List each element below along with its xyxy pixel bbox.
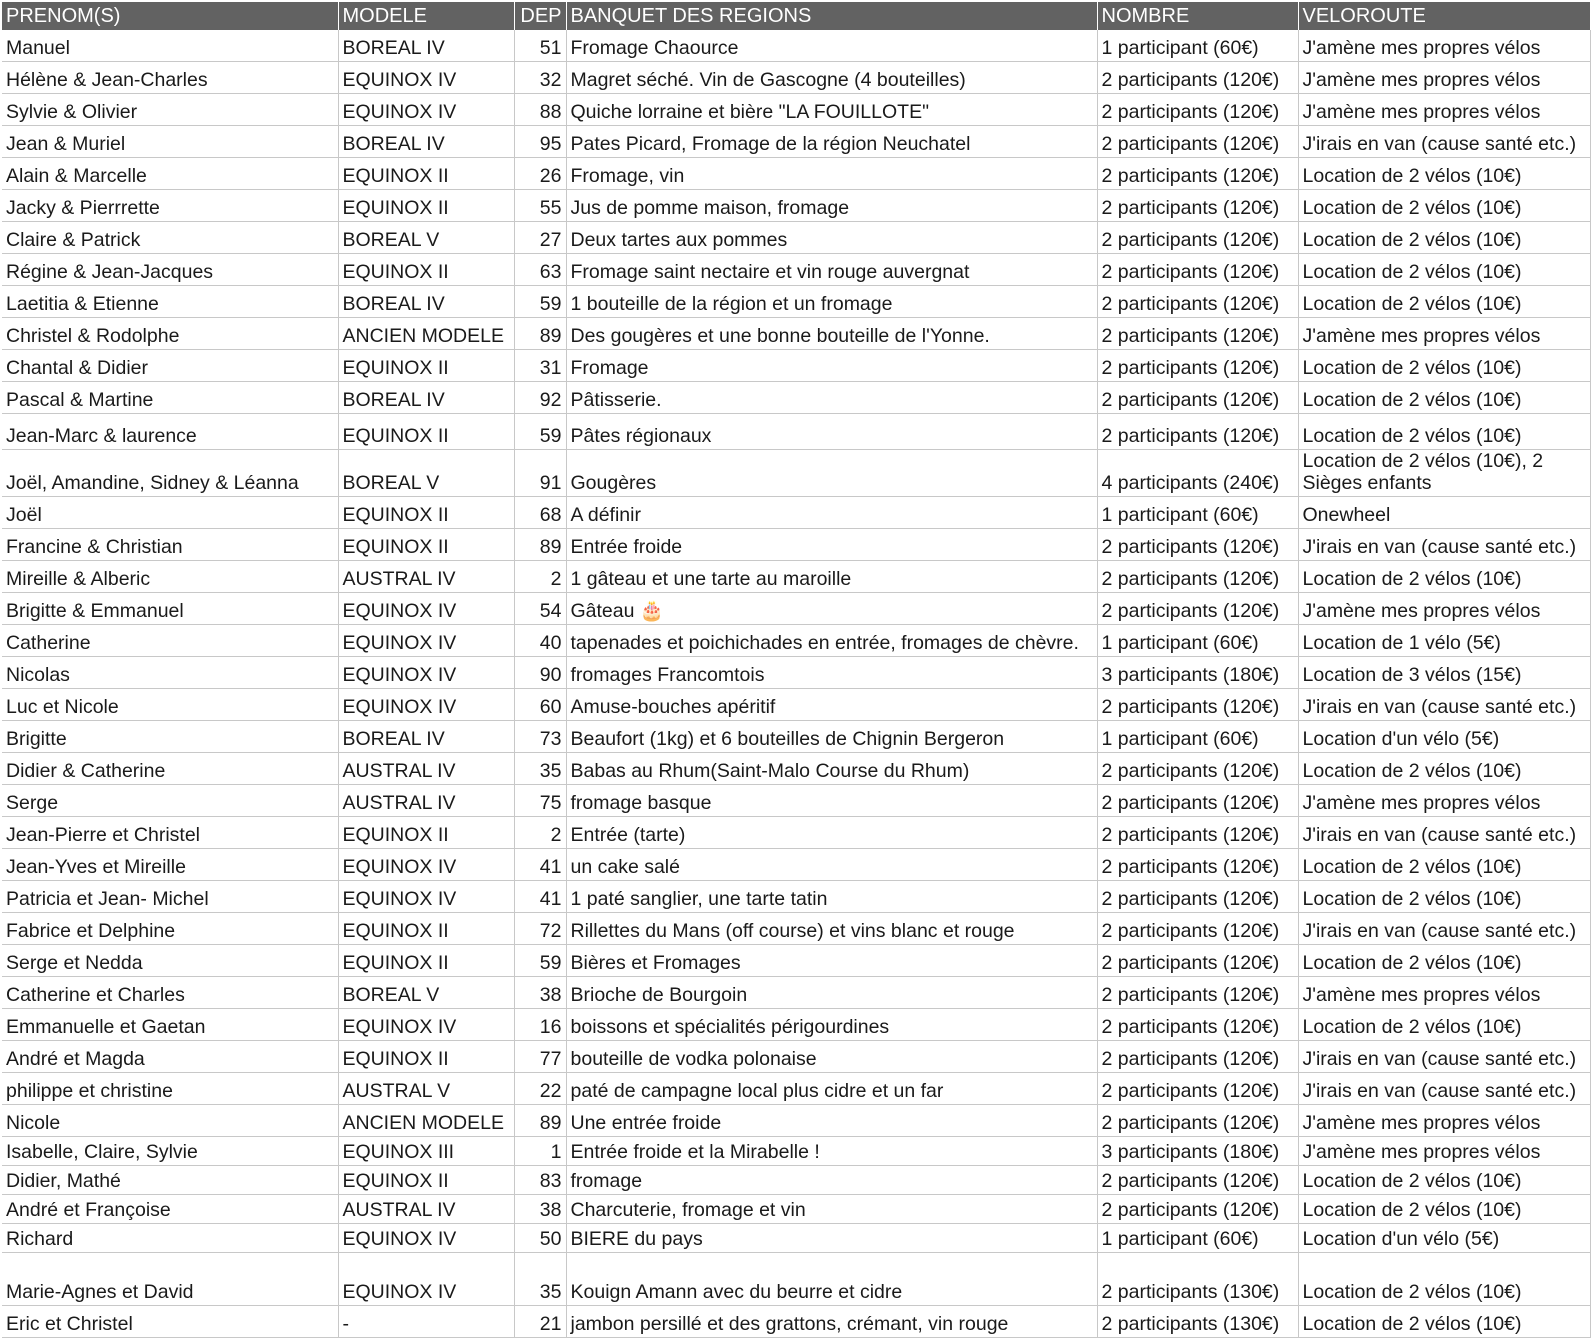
table-row[interactable]: [2, 785, 1590, 817]
cell-dep[interactable]: 38: [514, 1195, 566, 1224]
cell-veloroute[interactable]: J'irais en van (cause santé etc.): [1298, 529, 1590, 561]
table-row[interactable]: [2, 286, 1590, 318]
cell-prenom[interactable]: Joël: [2, 497, 338, 529]
cell-dep[interactable]: 54: [514, 593, 566, 625]
cell-banquet[interactable]: Charcuterie, fromage et vin: [566, 1195, 1097, 1224]
cell-modele[interactable]: EQUINOX III: [338, 1137, 514, 1166]
cell-banquet[interactable]: Une entrée froide: [566, 1105, 1097, 1137]
cell-dep[interactable]: 77: [514, 1041, 566, 1073]
table-row[interactable]: [2, 158, 1590, 190]
cell-prenom[interactable]: philippe et christine: [2, 1073, 338, 1105]
cell-nombre[interactable]: 2 participants (120€): [1097, 881, 1298, 913]
cell-veloroute[interactable]: J'irais en van (cause santé etc.): [1298, 817, 1590, 849]
cell-banquet[interactable]: Fromage Chaource: [566, 30, 1097, 62]
cell-veloroute[interactable]: J'irais en van (cause santé etc.): [1298, 1073, 1590, 1105]
cell-modele[interactable]: EQUINOX IV: [338, 593, 514, 625]
cell-modele[interactable]: EQUINOX IV: [338, 94, 514, 126]
cell-prenom[interactable]: Pascal & Martine: [2, 382, 338, 414]
cell-prenom[interactable]: Francine & Christian: [2, 529, 338, 561]
cell-veloroute[interactable]: J'amène mes propres vélos: [1298, 318, 1590, 350]
cell-dep[interactable]: 32: [514, 62, 566, 94]
table-row[interactable]: [2, 318, 1590, 350]
cell-prenom[interactable]: Mireille & Alberic: [2, 561, 338, 593]
cell-prenom[interactable]: Jean-Marc & laurence: [2, 414, 338, 450]
cell-modele[interactable]: BOREAL IV: [338, 382, 514, 414]
cell-nombre[interactable]: 2 participants (120€): [1097, 1041, 1298, 1073]
table-row[interactable]: [2, 881, 1590, 913]
cell-banquet[interactable]: Pâtisserie.: [566, 382, 1097, 414]
cell-veloroute[interactable]: Location de 2 vélos (10€): [1298, 1306, 1590, 1338]
cell-nombre[interactable]: 2 participants (120€): [1097, 849, 1298, 881]
cell-nombre[interactable]: 1 participant (60€): [1097, 30, 1298, 62]
cell-nombre[interactable]: 2 participants (120€): [1097, 753, 1298, 785]
cell-nombre[interactable]: 2 participants (120€): [1097, 785, 1298, 817]
cell-dep[interactable]: 89: [514, 318, 566, 350]
cell-banquet[interactable]: Entrée (tarte): [566, 817, 1097, 849]
cell-banquet[interactable]: Gâteau 🎂: [566, 593, 1097, 625]
cell-banquet[interactable]: Magret séché. Vin de Gascogne (4 bouteilles): [566, 62, 1097, 94]
cell-nombre[interactable]: 2 participants (120€): [1097, 382, 1298, 414]
cell-prenom[interactable]: Nicole: [2, 1105, 338, 1137]
cell-prenom[interactable]: Hélène & Jean-Charles: [2, 62, 338, 94]
cell-veloroute[interactable]: Location d'un vélo (5€): [1298, 721, 1590, 753]
cell-dep[interactable]: 72: [514, 913, 566, 945]
cell-banquet[interactable]: jambon persillé et des grattons, crémant, vin rouge: [566, 1306, 1097, 1338]
cell-modele[interactable]: BOREAL IV: [338, 286, 514, 318]
table-row[interactable]: [2, 414, 1590, 450]
cell-nombre[interactable]: 2 participants (120€): [1097, 350, 1298, 382]
cell-modele[interactable]: EQUINOX IV: [338, 1224, 514, 1253]
cell-prenom[interactable]: Didier & Catherine: [2, 753, 338, 785]
cell-veloroute[interactable]: J'amène mes propres vélos: [1298, 94, 1590, 126]
table-row[interactable]: [2, 913, 1590, 945]
cell-veloroute[interactable]: Location de 2 vélos (10€): [1298, 849, 1590, 881]
cell-nombre[interactable]: 1 participant (60€): [1097, 1224, 1298, 1253]
cell-banquet[interactable]: Rillettes du Mans (off course) et vins blanc et rouge: [566, 913, 1097, 945]
cell-dep[interactable]: 89: [514, 1105, 566, 1137]
cell-veloroute[interactable]: Location de 2 vélos (10€): [1298, 945, 1590, 977]
cell-nombre[interactable]: 2 participants (120€): [1097, 689, 1298, 721]
cell-nombre[interactable]: 2 participants (120€): [1097, 94, 1298, 126]
cell-dep[interactable]: 83: [514, 1166, 566, 1195]
cell-modele[interactable]: EQUINOX IV: [338, 1253, 514, 1306]
cell-nombre[interactable]: 2 participants (120€): [1097, 318, 1298, 350]
table-body: [2, 30, 1590, 1338]
cell-veloroute[interactable]: Location de 2 vélos (10€): [1298, 158, 1590, 190]
cell-modele[interactable]: BOREAL IV: [338, 30, 514, 62]
cell-dep[interactable]: 89: [514, 529, 566, 561]
cell-nombre[interactable]: 2 participants (120€): [1097, 190, 1298, 222]
cell-prenom[interactable]: Claire & Patrick: [2, 222, 338, 254]
cell-banquet[interactable]: Pâtes régionaux: [566, 414, 1097, 450]
cell-veloroute[interactable]: Location de 2 vélos (10€): [1298, 286, 1590, 318]
table-row[interactable]: [2, 657, 1590, 689]
table-row[interactable]: [2, 945, 1590, 977]
cell-banquet[interactable]: Pates Picard, Fromage de la région Neuchatel: [566, 126, 1097, 158]
cell-prenom[interactable]: Emmanuelle et Gaetan: [2, 1009, 338, 1041]
cell-nombre[interactable]: 2 participants (120€): [1097, 126, 1298, 158]
cell-nombre[interactable]: 2 participants (130€): [1097, 1306, 1298, 1338]
cell-prenom[interactable]: Jean & Muriel: [2, 126, 338, 158]
cell-prenom[interactable]: Patricia et Jean- Michel: [2, 881, 338, 913]
cell-banquet[interactable]: paté de campagne local plus cidre et un far: [566, 1073, 1097, 1105]
cell-prenom[interactable]: Chantal & Didier: [2, 350, 338, 382]
table-row[interactable]: [2, 94, 1590, 126]
cell-veloroute[interactable]: J'irais en van (cause santé etc.): [1298, 126, 1590, 158]
cell-prenom[interactable]: André et Françoise: [2, 1195, 338, 1224]
participants-table: [2, 2, 1591, 1338]
cell-nombre[interactable]: 1 participant (60€): [1097, 721, 1298, 753]
cell-banquet[interactable]: 1 bouteille de la région et un fromage: [566, 286, 1097, 318]
cell-nombre[interactable]: 2 participants (120€): [1097, 593, 1298, 625]
cell-prenom[interactable]: Fabrice et Delphine: [2, 913, 338, 945]
cell-veloroute[interactable]: J'irais en van (cause santé etc.): [1298, 913, 1590, 945]
header-dep[interactable]: DEP: [514, 2, 566, 30]
cell-modele[interactable]: EQUINOX IV: [338, 625, 514, 657]
cell-nombre[interactable]: 2 participants (120€): [1097, 1195, 1298, 1224]
cell-modele[interactable]: ANCIEN MODELE: [338, 318, 514, 350]
cell-dep[interactable]: 95: [514, 126, 566, 158]
cell-veloroute[interactable]: Location de 2 vélos (10€): [1298, 382, 1590, 414]
table-header: [2, 2, 1590, 30]
cell-veloroute[interactable]: Location de 2 vélos (10€): [1298, 190, 1590, 222]
table-row[interactable]: [2, 190, 1590, 222]
cell-prenom[interactable]: Joël, Amandine, Sidney & Léanna: [2, 450, 338, 497]
cell-prenom[interactable]: Régine & Jean-Jacques: [2, 254, 338, 286]
cell-nombre[interactable]: 2 participants (120€): [1097, 817, 1298, 849]
cell-nombre[interactable]: 4 participants (240€): [1097, 450, 1298, 497]
cell-dep[interactable]: 27: [514, 222, 566, 254]
cell-dep[interactable]: 21: [514, 1306, 566, 1338]
cell-veloroute[interactable]: Location de 2 vélos (10€): [1298, 1195, 1590, 1224]
cell-banquet[interactable]: Fromage: [566, 350, 1097, 382]
table-row[interactable]: [2, 817, 1590, 849]
cell-banquet[interactable]: 1 paté sanglier, une tarte tatin: [566, 881, 1097, 913]
cell-dep[interactable]: 35: [514, 753, 566, 785]
table-row[interactable]: [2, 497, 1590, 529]
table-row[interactable]: [2, 1073, 1590, 1105]
cell-veloroute[interactable]: J'amène mes propres vélos: [1298, 62, 1590, 94]
cell-veloroute[interactable]: J'amène mes propres vélos: [1298, 30, 1590, 62]
cell-dep[interactable]: 63: [514, 254, 566, 286]
table-row[interactable]: [2, 977, 1590, 1009]
table-row[interactable]: [2, 254, 1590, 286]
cell-veloroute[interactable]: J'amène mes propres vélos: [1298, 977, 1590, 1009]
cell-dep[interactable]: 59: [514, 286, 566, 318]
header-nombre[interactable]: NOMBRE: [1097, 2, 1298, 30]
cell-dep[interactable]: 16: [514, 1009, 566, 1041]
table-row[interactable]: [2, 753, 1590, 785]
cell-modele[interactable]: EQUINOX IV: [338, 849, 514, 881]
cell-modele[interactable]: EQUINOX II: [338, 497, 514, 529]
cell-nombre[interactable]: 3 participants (180€): [1097, 1137, 1298, 1166]
cell-veloroute[interactable]: Location de 3 vélos (15€): [1298, 657, 1590, 689]
cell-prenom[interactable]: Didier, Mathé: [2, 1166, 338, 1195]
cell-veloroute[interactable]: Location de 2 vélos (10€): [1298, 753, 1590, 785]
table-row[interactable]: [2, 1306, 1590, 1338]
cell-prenom[interactable]: Eric et Christel: [2, 1306, 338, 1338]
cell-prenom[interactable]: Sylvie & Olivier: [2, 94, 338, 126]
cell-modele[interactable]: EQUINOX IV: [338, 881, 514, 913]
cell-nombre[interactable]: 2 participants (120€): [1097, 561, 1298, 593]
cell-dep[interactable]: 59: [514, 414, 566, 450]
cell-modele[interactable]: EQUINOX II: [338, 254, 514, 286]
cell-modele[interactable]: AUSTRAL IV: [338, 561, 514, 593]
cell-nombre[interactable]: 2 participants (120€): [1097, 414, 1298, 450]
cell-prenom[interactable]: Isabelle, Claire, Sylvie: [2, 1137, 338, 1166]
cell-prenom[interactable]: Laetitia & Etienne: [2, 286, 338, 318]
cell-modele[interactable]: AUSTRAL V: [338, 1073, 514, 1105]
cell-veloroute[interactable]: J'amène mes propres vélos: [1298, 785, 1590, 817]
cell-nombre[interactable]: 2 participants (120€): [1097, 222, 1298, 254]
cell-banquet[interactable]: BIERE du pays: [566, 1224, 1097, 1253]
cell-modele[interactable]: -: [338, 1306, 514, 1338]
cell-banquet[interactable]: un cake salé: [566, 849, 1097, 881]
cell-banquet[interactable]: Entrée froide et la Mirabelle !: [566, 1137, 1097, 1166]
cell-modele[interactable]: AUSTRAL IV: [338, 785, 514, 817]
table-row[interactable]: [2, 30, 1590, 62]
header-banquet[interactable]: BANQUET DES REGIONS: [566, 2, 1097, 30]
table-row[interactable]: [2, 1166, 1590, 1195]
cell-banquet[interactable]: Entrée froide: [566, 529, 1097, 561]
cell-veloroute[interactable]: Location de 2 vélos (10€): [1298, 254, 1590, 286]
cell-banquet[interactable]: Brioche de Bourgoin: [566, 977, 1097, 1009]
cell-veloroute[interactable]: Location de 2 vélos (10€): [1298, 350, 1590, 382]
cell-dep[interactable]: 31: [514, 350, 566, 382]
cell-veloroute[interactable]: J'amène mes propres vélos: [1298, 1137, 1590, 1166]
cell-banquet[interactable]: Amuse-bouches apéritif: [566, 689, 1097, 721]
table-row[interactable]: [2, 529, 1590, 561]
cell-nombre[interactable]: 2 participants (120€): [1097, 286, 1298, 318]
cell-nombre[interactable]: 2 participants (130€): [1097, 1253, 1298, 1306]
cell-veloroute[interactable]: Location d'un vélo (5€): [1298, 1224, 1590, 1253]
cell-modele[interactable]: EQUINOX IV: [338, 62, 514, 94]
cell-banquet[interactable]: tapenades et poichichades en entrée, fromages de chèvre.: [566, 625, 1097, 657]
cell-modele[interactable]: BOREAL IV: [338, 126, 514, 158]
table-row[interactable]: [2, 1041, 1590, 1073]
cell-nombre[interactable]: 2 participants (120€): [1097, 1166, 1298, 1195]
table-row[interactable]: [2, 689, 1590, 721]
cell-prenom[interactable]: Jean-Yves et Mireille: [2, 849, 338, 881]
table-row[interactable]: [2, 382, 1590, 414]
cell-banquet[interactable]: Bières et Fromages: [566, 945, 1097, 977]
cell-nombre[interactable]: 2 participants (120€): [1097, 1009, 1298, 1041]
header-modele[interactable]: MODELE: [338, 2, 514, 30]
cell-modele[interactable]: EQUINOX II: [338, 1166, 514, 1195]
cell-nombre[interactable]: 2 participants (120€): [1097, 1073, 1298, 1105]
table-row[interactable]: [2, 222, 1590, 254]
header-veloroute[interactable]: VELOROUTE: [1298, 2, 1590, 30]
cell-veloroute[interactable]: Onewheel: [1298, 497, 1590, 529]
table-row[interactable]: [2, 1253, 1590, 1306]
cell-prenom[interactable]: Jacky & Pierrrette: [2, 190, 338, 222]
cell-dep[interactable]: 68: [514, 497, 566, 529]
cell-modele[interactable]: BOREAL V: [338, 450, 514, 497]
cell-nombre[interactable]: 2 participants (120€): [1097, 529, 1298, 561]
cell-veloroute[interactable]: J'amène mes propres vélos: [1298, 1105, 1590, 1137]
cell-prenom[interactable]: Christel & Rodolphe: [2, 318, 338, 350]
cell-prenom[interactable]: Brigitte: [2, 721, 338, 753]
cell-prenom[interactable]: Catherine et Charles: [2, 977, 338, 1009]
cell-nombre[interactable]: 2 participants (120€): [1097, 62, 1298, 94]
table-row[interactable]: [2, 450, 1590, 497]
cell-nombre[interactable]: 1 participant (60€): [1097, 497, 1298, 529]
cell-modele[interactable]: EQUINOX IV: [338, 657, 514, 689]
cell-veloroute[interactable]: J'irais en van (cause santé etc.): [1298, 689, 1590, 721]
cell-nombre[interactable]: 2 participants (120€): [1097, 158, 1298, 190]
cell-prenom[interactable]: André et Magda: [2, 1041, 338, 1073]
header-prenom[interactable]: PRENOM(S): [2, 2, 338, 30]
cell-prenom[interactable]: Marie-Agnes et David: [2, 1253, 338, 1306]
cell-prenom[interactable]: Brigitte & Emmanuel: [2, 593, 338, 625]
cell-dep[interactable]: 51: [514, 30, 566, 62]
cell-dep[interactable]: 41: [514, 881, 566, 913]
cell-nombre[interactable]: 1 participant (60€): [1097, 625, 1298, 657]
table-row[interactable]: [2, 561, 1590, 593]
cell-veloroute[interactable]: Location de 1 vélo (5€): [1298, 625, 1590, 657]
cell-modele[interactable]: BOREAL IV: [338, 721, 514, 753]
cell-prenom[interactable]: Luc et Nicole: [2, 689, 338, 721]
cell-dep[interactable]: 75: [514, 785, 566, 817]
cell-modele[interactable]: EQUINOX II: [338, 350, 514, 382]
cell-veloroute[interactable]: Location de 2 vélos (10€): [1298, 561, 1590, 593]
cell-dep[interactable]: 90: [514, 657, 566, 689]
cell-nombre[interactable]: 2 participants (120€): [1097, 254, 1298, 286]
table-row[interactable]: [2, 62, 1590, 94]
cell-banquet[interactable]: fromage: [566, 1166, 1097, 1195]
cell-prenom[interactable]: Serge: [2, 785, 338, 817]
cell-banquet[interactable]: Gougères: [566, 450, 1097, 497]
cell-modele[interactable]: EQUINOX IV: [338, 689, 514, 721]
cell-prenom[interactable]: Manuel: [2, 30, 338, 62]
cell-banquet[interactable]: Des gougères et une bonne bouteille de l'Yonne.: [566, 318, 1097, 350]
cell-banquet[interactable]: Quiche lorraine et bière "LA FOUILLOTE": [566, 94, 1097, 126]
cell-banquet[interactable]: Jus de pomme maison, fromage: [566, 190, 1097, 222]
cell-veloroute[interactable]: Location de 2 vélos (10€): [1298, 222, 1590, 254]
cell-dep[interactable]: 41: [514, 849, 566, 881]
cell-modele[interactable]: EQUINOX II: [338, 1041, 514, 1073]
table-row[interactable]: [2, 849, 1590, 881]
cell-modele[interactable]: EQUINOX II: [338, 414, 514, 450]
cell-veloroute[interactable]: Location de 2 vélos (10€): [1298, 1166, 1590, 1195]
cell-dep[interactable]: 22: [514, 1073, 566, 1105]
cell-modele[interactable]: EQUINOX II: [338, 913, 514, 945]
cell-dep[interactable]: 1: [514, 1137, 566, 1166]
cell-banquet[interactable]: fromage basque: [566, 785, 1097, 817]
table-row[interactable]: [2, 625, 1590, 657]
cell-dep[interactable]: 50: [514, 1224, 566, 1253]
table-row[interactable]: [2, 721, 1590, 753]
cell-modele[interactable]: AUSTRAL IV: [338, 1195, 514, 1224]
cell-nombre[interactable]: 2 participants (120€): [1097, 945, 1298, 977]
cell-veloroute[interactable]: J'irais en van (cause santé etc.): [1298, 1041, 1590, 1073]
cell-nombre[interactable]: 2 participants (120€): [1097, 1105, 1298, 1137]
table-row[interactable]: [2, 593, 1590, 625]
cell-dep[interactable]: 60: [514, 689, 566, 721]
cell-veloroute[interactable]: Location de 2 vélos (10€): [1298, 881, 1590, 913]
cell-nombre[interactable]: 2 participants (120€): [1097, 913, 1298, 945]
table-row[interactable]: [2, 126, 1590, 158]
cell-banquet[interactable]: fromages Francomtois: [566, 657, 1097, 689]
cell-dep[interactable]: 88: [514, 94, 566, 126]
table-row[interactable]: [2, 350, 1590, 382]
cell-prenom[interactable]: Richard: [2, 1224, 338, 1253]
cell-dep[interactable]: 55: [514, 190, 566, 222]
cell-banquet[interactable]: boissons et spécialités périgourdines: [566, 1009, 1097, 1041]
cell-banquet[interactable]: Beaufort (1kg) et 6 bouteilles de Chignin Bergeron: [566, 721, 1097, 753]
cell-veloroute[interactable]: Location de 2 vélos (10€): [1298, 1253, 1590, 1306]
cell-dep[interactable]: 59: [514, 945, 566, 977]
cell-dep[interactable]: 38: [514, 977, 566, 1009]
cell-banquet[interactable]: Fromage saint nectaire et vin rouge auvergnat: [566, 254, 1097, 286]
cell-prenom[interactable]: Alain & Marcelle: [2, 158, 338, 190]
cell-dep[interactable]: 73: [514, 721, 566, 753]
cell-dep[interactable]: 91: [514, 450, 566, 497]
cell-nombre[interactable]: 3 participants (180€): [1097, 657, 1298, 689]
cell-modele[interactable]: EQUINOX II: [338, 190, 514, 222]
table-row[interactable]: [2, 1009, 1590, 1041]
cell-banquet[interactable]: Fromage, vin: [566, 158, 1097, 190]
cell-prenom[interactable]: Nicolas: [2, 657, 338, 689]
cell-banquet[interactable]: A définir: [566, 497, 1097, 529]
cell-modele[interactable]: EQUINOX IV: [338, 1009, 514, 1041]
cell-modele[interactable]: EQUINOX II: [338, 817, 514, 849]
cell-banquet[interactable]: Kouign Amann avec du beurre et cidre: [566, 1253, 1097, 1306]
cell-modele[interactable]: EQUINOX II: [338, 158, 514, 190]
table-row[interactable]: [2, 1137, 1590, 1166]
cell-modele[interactable]: EQUINOX II: [338, 945, 514, 977]
cell-dep[interactable]: 2: [514, 561, 566, 593]
cell-dep[interactable]: 2: [514, 817, 566, 849]
cell-modele[interactable]: BOREAL V: [338, 977, 514, 1009]
cell-prenom[interactable]: Serge et Nedda: [2, 945, 338, 977]
cell-modele[interactable]: BOREAL V: [338, 222, 514, 254]
cell-dep[interactable]: 92: [514, 382, 566, 414]
cell-nombre[interactable]: 2 participants (120€): [1097, 977, 1298, 1009]
cell-veloroute[interactable]: Location de 2 vélos (10€), 2 Sièges enfants: [1298, 450, 1590, 497]
cell-dep[interactable]: 35: [514, 1253, 566, 1306]
cell-prenom[interactable]: Jean-Pierre et Christel: [2, 817, 338, 849]
cell-banquet[interactable]: Deux tartes aux pommes: [566, 222, 1097, 254]
cell-veloroute[interactable]: Location de 2 vélos (10€): [1298, 1009, 1590, 1041]
header-row: [2, 2, 1590, 30]
cell-banquet[interactable]: Babas au Rhum(Saint-Malo Course du Rhum): [566, 753, 1097, 785]
cell-dep[interactable]: 26: [514, 158, 566, 190]
cell-banquet[interactable]: 1 gâteau et une tarte au maroille: [566, 561, 1097, 593]
table-row[interactable]: [2, 1195, 1590, 1224]
cell-modele[interactable]: ANCIEN MODELE: [338, 1105, 514, 1137]
cell-modele[interactable]: AUSTRAL IV: [338, 753, 514, 785]
table-row[interactable]: [2, 1224, 1590, 1253]
cell-veloroute[interactable]: Location de 2 vélos (10€): [1298, 414, 1590, 450]
cell-dep[interactable]: 40: [514, 625, 566, 657]
cell-prenom[interactable]: Catherine: [2, 625, 338, 657]
cell-modele[interactable]: EQUINOX II: [338, 529, 514, 561]
table-row[interactable]: [2, 1105, 1590, 1137]
cell-veloroute[interactable]: J'amène mes propres vélos: [1298, 593, 1590, 625]
cell-banquet[interactable]: bouteille de vodka polonaise: [566, 1041, 1097, 1073]
